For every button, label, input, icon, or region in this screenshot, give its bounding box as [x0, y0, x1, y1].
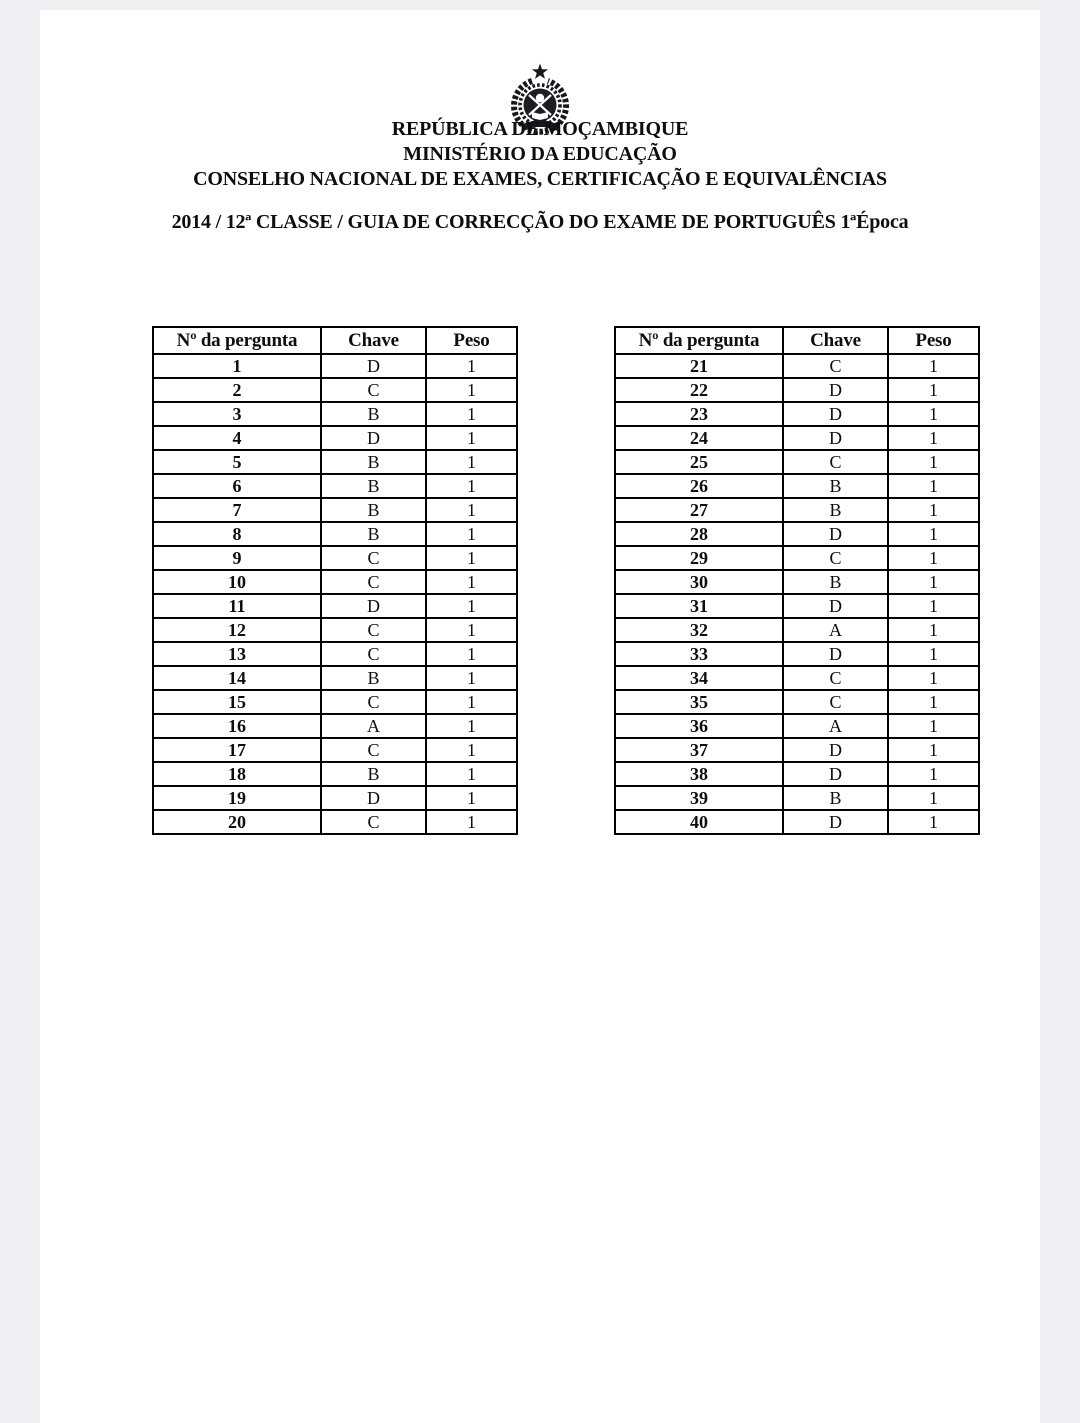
peso-cell: 1 [426, 762, 517, 786]
chave-cell: C [321, 378, 426, 402]
question-number-cell: 31 [615, 594, 783, 618]
table-row [615, 762, 979, 786]
chave-cell: D [783, 738, 888, 762]
peso-cell: 1 [888, 618, 979, 642]
chave-cell: C [783, 666, 888, 690]
chave-cell: D [783, 642, 888, 666]
question-number-cell: 7 [153, 498, 321, 522]
peso-cell: 1 [426, 354, 517, 378]
question-number-cell: 4 [153, 426, 321, 450]
question-number-cell: 37 [615, 738, 783, 762]
chave-cell: B [321, 450, 426, 474]
chave-cell: B [321, 762, 426, 786]
table-row [615, 450, 979, 474]
question-number-cell: 21 [615, 354, 783, 378]
table-row [153, 378, 517, 402]
peso-cell: 1 [426, 690, 517, 714]
table-row [153, 810, 517, 834]
table-row [615, 426, 979, 450]
chave-cell: B [783, 474, 888, 498]
chave-cell: B [321, 498, 426, 522]
table-row [615, 786, 979, 810]
ministry-line: MINISTÉRIO DA EDUCAÇÃO [403, 143, 677, 165]
table-row [153, 498, 517, 522]
table-row [615, 618, 979, 642]
peso-cell: 1 [888, 738, 979, 762]
peso-cell: 1 [888, 450, 979, 474]
chave-cell: A [783, 618, 888, 642]
question-number-cell: 25 [615, 450, 783, 474]
column-header-peso: Peso [426, 327, 517, 354]
question-number-cell: 33 [615, 642, 783, 666]
chave-cell: C [321, 642, 426, 666]
question-number-cell: 15 [153, 690, 321, 714]
question-number-cell: 27 [615, 498, 783, 522]
column-header-chave: Chave [321, 327, 426, 354]
document-page [40, 10, 1040, 1423]
chave-cell: D [783, 522, 888, 546]
table-row [153, 618, 517, 642]
question-number-cell: 22 [615, 378, 783, 402]
peso-cell: 1 [426, 570, 517, 594]
question-number-cell: 36 [615, 714, 783, 738]
chave-cell: A [783, 714, 888, 738]
peso-cell: 1 [888, 402, 979, 426]
chave-cell: D [321, 426, 426, 450]
peso-cell: 1 [426, 738, 517, 762]
chave-cell: C [321, 810, 426, 834]
peso-cell: 1 [426, 402, 517, 426]
question-number-cell: 8 [153, 522, 321, 546]
letterhead [40, 117, 1040, 192]
chave-cell: C [783, 450, 888, 474]
question-number-cell: 17 [153, 738, 321, 762]
peso-cell: 1 [426, 810, 517, 834]
table-row [153, 522, 517, 546]
question-number-cell: 35 [615, 690, 783, 714]
peso-cell: 1 [888, 666, 979, 690]
chave-cell: D [783, 594, 888, 618]
question-number-cell: 28 [615, 522, 783, 546]
question-number-cell: 38 [615, 762, 783, 786]
table-row [153, 450, 517, 474]
question-number-cell: 5 [153, 450, 321, 474]
peso-cell: 1 [888, 642, 979, 666]
question-number-cell: 16 [153, 714, 321, 738]
chave-cell: C [321, 738, 426, 762]
table-row [615, 690, 979, 714]
table-row [153, 714, 517, 738]
question-number-cell: 34 [615, 666, 783, 690]
chave-cell: D [783, 378, 888, 402]
peso-cell: 1 [888, 522, 979, 546]
table-row [153, 354, 517, 378]
chave-cell: C [321, 690, 426, 714]
table-row [615, 594, 979, 618]
peso-cell: 1 [888, 714, 979, 738]
table-row [615, 474, 979, 498]
column-header-question-number: Nº da pergunta [153, 327, 321, 354]
question-number-cell: 2 [153, 378, 321, 402]
table-row [153, 642, 517, 666]
peso-cell: 1 [426, 450, 517, 474]
peso-cell: 1 [426, 498, 517, 522]
peso-cell: 1 [426, 546, 517, 570]
table-row [615, 402, 979, 426]
peso-cell: 1 [888, 762, 979, 786]
question-number-cell: 18 [153, 762, 321, 786]
table-row [615, 738, 979, 762]
question-number-cell: 29 [615, 546, 783, 570]
chave-cell: D [783, 402, 888, 426]
chave-cell: C [783, 546, 888, 570]
table-header-row [153, 327, 517, 354]
chave-cell: B [321, 474, 426, 498]
table-header-row [615, 327, 979, 354]
table-row [615, 570, 979, 594]
table-row [153, 738, 517, 762]
question-number-cell: 11 [153, 594, 321, 618]
chave-cell: D [321, 594, 426, 618]
answer-table-questions-21-40 [614, 326, 980, 835]
peso-cell: 1 [426, 426, 517, 450]
column-header-peso: Peso [888, 327, 979, 354]
question-number-cell: 19 [153, 786, 321, 810]
question-number-cell: 39 [615, 786, 783, 810]
republic-line: REPÚBLICA DE MOÇAMBIQUE [391, 118, 689, 140]
table-row [153, 570, 517, 594]
question-number-cell: 9 [153, 546, 321, 570]
question-number-cell: 32 [615, 618, 783, 642]
table-row [153, 786, 517, 810]
table-row [153, 426, 517, 450]
peso-cell: 1 [888, 690, 979, 714]
chave-cell: C [783, 690, 888, 714]
peso-cell: 1 [888, 570, 979, 594]
table-row [615, 714, 979, 738]
answer-table-questions-1-20 [152, 326, 518, 835]
peso-cell: 1 [426, 786, 517, 810]
question-number-cell: 26 [615, 474, 783, 498]
peso-cell: 1 [888, 474, 979, 498]
chave-cell: D [783, 810, 888, 834]
chave-cell: C [321, 570, 426, 594]
chave-cell: B [783, 570, 888, 594]
chave-cell: C [321, 546, 426, 570]
chave-cell: D [783, 426, 888, 450]
question-number-cell: 14 [153, 666, 321, 690]
table-row [153, 762, 517, 786]
column-header-chave: Chave [783, 327, 888, 354]
table-row [615, 810, 979, 834]
chave-cell: B [321, 666, 426, 690]
chave-cell: B [321, 402, 426, 426]
peso-cell: 1 [426, 642, 517, 666]
chave-cell: D [321, 786, 426, 810]
question-number-cell: 24 [615, 426, 783, 450]
chave-cell: B [321, 522, 426, 546]
peso-cell: 1 [426, 522, 517, 546]
peso-cell: 1 [888, 378, 979, 402]
chave-cell: C [783, 354, 888, 378]
table-row [615, 522, 979, 546]
peso-cell: 1 [888, 594, 979, 618]
question-number-cell: 23 [615, 402, 783, 426]
chave-cell: A [321, 714, 426, 738]
question-number-cell: 1 [153, 354, 321, 378]
peso-cell: 1 [888, 426, 979, 450]
chave-cell: D [783, 762, 888, 786]
question-number-cell: 10 [153, 570, 321, 594]
peso-cell: 1 [426, 474, 517, 498]
question-number-cell: 13 [153, 642, 321, 666]
council-line: CONSELHO NACIONAL DE EXAMES, CERTIFICAÇÃO E EQUIVALÊNCIAS [193, 168, 887, 190]
chave-cell: B [783, 786, 888, 810]
question-number-cell: 6 [153, 474, 321, 498]
peso-cell: 1 [888, 498, 979, 522]
table-row [153, 690, 517, 714]
document-title: 2014 / 12ª CLASSE / GUIA DE CORRECÇÃO DO EXAME DE PORTUGUÊS 1ªÉpoca [171, 211, 909, 233]
column-header-question-number: Nº da pergunta [615, 327, 783, 354]
chave-cell: C [321, 618, 426, 642]
table-row [153, 402, 517, 426]
peso-cell: 1 [426, 618, 517, 642]
peso-cell: 1 [888, 810, 979, 834]
peso-cell: 1 [426, 666, 517, 690]
table-row [615, 354, 979, 378]
chave-cell: D [321, 354, 426, 378]
table-row [615, 546, 979, 570]
question-number-cell: 20 [153, 810, 321, 834]
peso-cell: 1 [888, 354, 979, 378]
table-row [153, 666, 517, 690]
question-number-cell: 12 [153, 618, 321, 642]
table-row [153, 474, 517, 498]
peso-cell: 1 [426, 714, 517, 738]
question-number-cell: 40 [615, 810, 783, 834]
table-row [153, 594, 517, 618]
peso-cell: 1 [426, 594, 517, 618]
chave-cell: B [783, 498, 888, 522]
table-row [615, 666, 979, 690]
question-number-cell: 30 [615, 570, 783, 594]
peso-cell: 1 [426, 378, 517, 402]
table-row [615, 498, 979, 522]
question-number-cell: 3 [153, 402, 321, 426]
peso-cell: 1 [888, 786, 979, 810]
table-row [153, 546, 517, 570]
table-row [615, 378, 979, 402]
table-row [615, 642, 979, 666]
peso-cell: 1 [888, 546, 979, 570]
